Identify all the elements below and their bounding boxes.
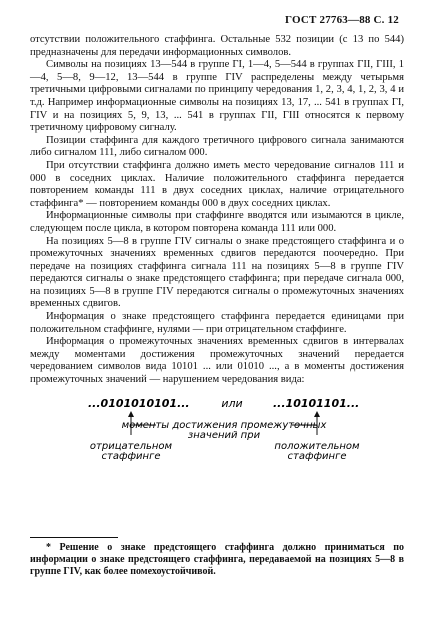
left-arrowhead-icon <box>128 411 134 417</box>
paragraph: Информация о знаке предстоящего стаффинга передается единицами при положительном стаффинге, нулями — при отрицательном стаффинге. <box>30 311 404 335</box>
page-header: ГОСТ 27763—88 С. 12 <box>285 14 399 26</box>
diagram-svg <box>30 391 404 483</box>
paragraph: Информационные символы при стаффинге вводятся или изымаются в цикле, следующем после цикла, в котором повторена команда 111 или 000. <box>30 210 404 234</box>
paragraph: отсутствии положительного стаффинга. Остальные 532 позиции (с 13 по 544) предназначены для передачи информационных символов. <box>30 34 404 58</box>
caption-left-line1: отрицательном <box>89 440 173 452</box>
sequence-right: ...10101101... <box>273 396 360 410</box>
caption-right-line1: положительном <box>274 440 360 452</box>
caption-left-line2: стаффинге <box>101 450 161 462</box>
footnote-rule <box>30 537 118 538</box>
paragraph: Информация о промежуточных значениях временных сдвигов в интервалах между моментами достижения промежуточных значений передается чередованием символов вида 10101 ... или 01010 ..., а в моменты достижения промежуточных значений — нарушением чередования вида: <box>30 336 404 386</box>
caption-center-line2: значений при <box>187 429 261 441</box>
paragraph: Позиции стаффинга для каждого третичного цифрового сигнала занимаются либо сигналом 111, либо сигналом 000. <box>30 134 404 159</box>
footnote-text: * Решение о знаке предстоящего стаффинга должно приниматься по информации о знаке предстоящего стаффинга, передаваемой на позициях 5—8 в группе ГIV, как более помехоустойчивой. <box>30 542 404 577</box>
right-arrowhead-icon <box>314 411 320 417</box>
or-label: или <box>221 396 243 410</box>
paragraph: При отсутствии стаффинга должно иметь место чередование сигналов 111 и 000 в соседних циклах. Наличие положительного стаффинга передается повторением команды 111 в двух соседних циклах, наличие отрицательного стаффинга* — повторением команды 000 в двух соседних циклах. <box>30 159 404 209</box>
caption-center-line1: моменты достижения промежуточных <box>121 419 327 431</box>
footnote <box>30 542 404 578</box>
paragraph: Символы на позициях 13—544 в группе ГI, 1—4, 5—544 в группах ГII, ГIII, 1—4, 5—8, 9—12, 13—544 в группе ГIV распределены между четырьмя третичными цифровыми сигналами по принципу чередования 1, 2, 3, 4, 1, 2, 3, 4 и т.д. Например информационные символы на позициях 13, 17, ... 541 в группах ГI, ГIV и на позициях 5, 9, 13, ... 541 в группах ГII, ГIII относятся к первому третичному цифровому сигналу. <box>30 59 404 134</box>
body-text <box>30 34 404 483</box>
staffing-diagram <box>30 391 404 483</box>
paragraph: На позициях 5—8 в группе ГIV сигналы о знаке предстоящего стаффинга и о промежуточных значениях временных сдвигов передаются поочередно. При передаче на позициях стаффинга сигнала 111 на позициях 5—8 в группе ГIV передаются сигналы о знаке предстоящего стаффинга; при передаче сигнала 000, на позициях 5—8 в группе ГIV передаются сигналы о промежуточных значениях временных сдвигов. <box>30 235 404 310</box>
caption-right-line2: стаффинге <box>287 450 347 462</box>
sequence-left: ...0101010101... <box>88 396 190 410</box>
